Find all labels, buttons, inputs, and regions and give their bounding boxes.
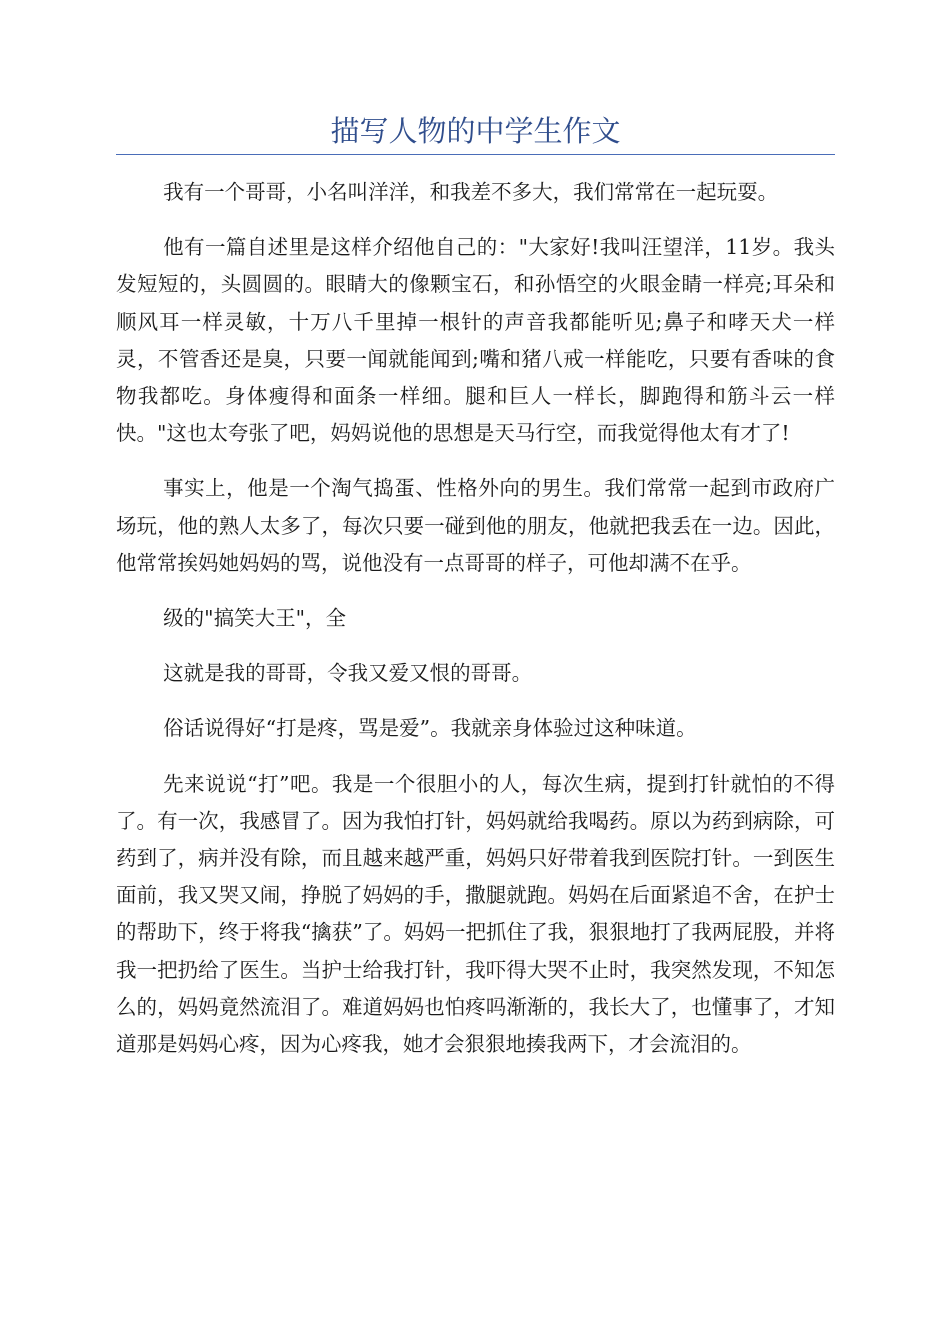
paragraph-1: 我有一个哥哥，小名叫洋洋，和我差不多大，我们常常在一起玩耍。 xyxy=(163,180,779,204)
paragraph-5: 这就是我的哥哥，令我又爱又恨的哥哥。 xyxy=(163,661,533,686)
paragraph-3: 事实上，他是一个淘气捣蛋、性格外向的男生。我们常常一起到市政府广场玩，他的熟人太多了，每次只要一碰到他的朋友，他就把我丢在一边。因此，他常常挨妈她妈妈的骂，说他没有一点哥哥的样子，可他却满不在乎。 xyxy=(116,476,835,575)
document-body xyxy=(116,174,835,1081)
paragraph-6: 俗话说得好“打是疼，骂是爱”。我就亲身体验过这种味道。 xyxy=(163,716,697,741)
paragraph-2: 他有一篇自述里是这样介绍他自己的："大家好!我叫汪望洋，11岁。我头发短短的，头圆圆的。眼睛大的像颗宝石，和孙悟空的火眼金睛一样亮;耳朵和顺风耳一样灵敏，十万八千里掉一根针的声音我都能听见;鼻子和哮天犬一样灵，不管香还是臭，只要一闻就能闻到;嘴和猪八戒一样能吃，只要有香味的食物我都吃。身体瘦得和面条一样细。腿和巨人一样长，脚跑得和筋斗云一样快。"这也太夸张了吧，妈妈说他的思想是天马行空，而我觉得他太有才了! xyxy=(116,235,835,446)
paragraph-7: 先来说说“打”吧。我是一个很胆小的人，每次生病，提到打针就怕的不得了。有一次，我感冒了。因为我怕打针，妈妈就给我喝药。原以为药到病除，可药到了，病并没有除，而且越来越严重，妈妈只好带着我到医院打针。一到医生面前，我又哭又闹，挣脱了妈妈的手，撒腿就跑。妈妈在后面紧追不舍，在护士的帮助下，终于将我“擒获”了。妈妈一把抓住了我，狠狠地打了我两屁股，并将我一把扔给了医生。当护士给我打针，我吓得大哭不止时，我突然发现，不知怎么的，妈妈竟然流泪了。难道妈妈也怕疼吗渐渐的，我长大了，也懂事了，才知道那是妈妈心疼，因为心疼我，她才会狠狠地揍我两下，才会流泪的。 xyxy=(116,771,835,1057)
paragraph-4: 级的"搞笑大王"，全 xyxy=(163,606,346,631)
title-underline xyxy=(116,154,835,155)
document-title: 描写人物的中学生作文 xyxy=(330,114,621,148)
